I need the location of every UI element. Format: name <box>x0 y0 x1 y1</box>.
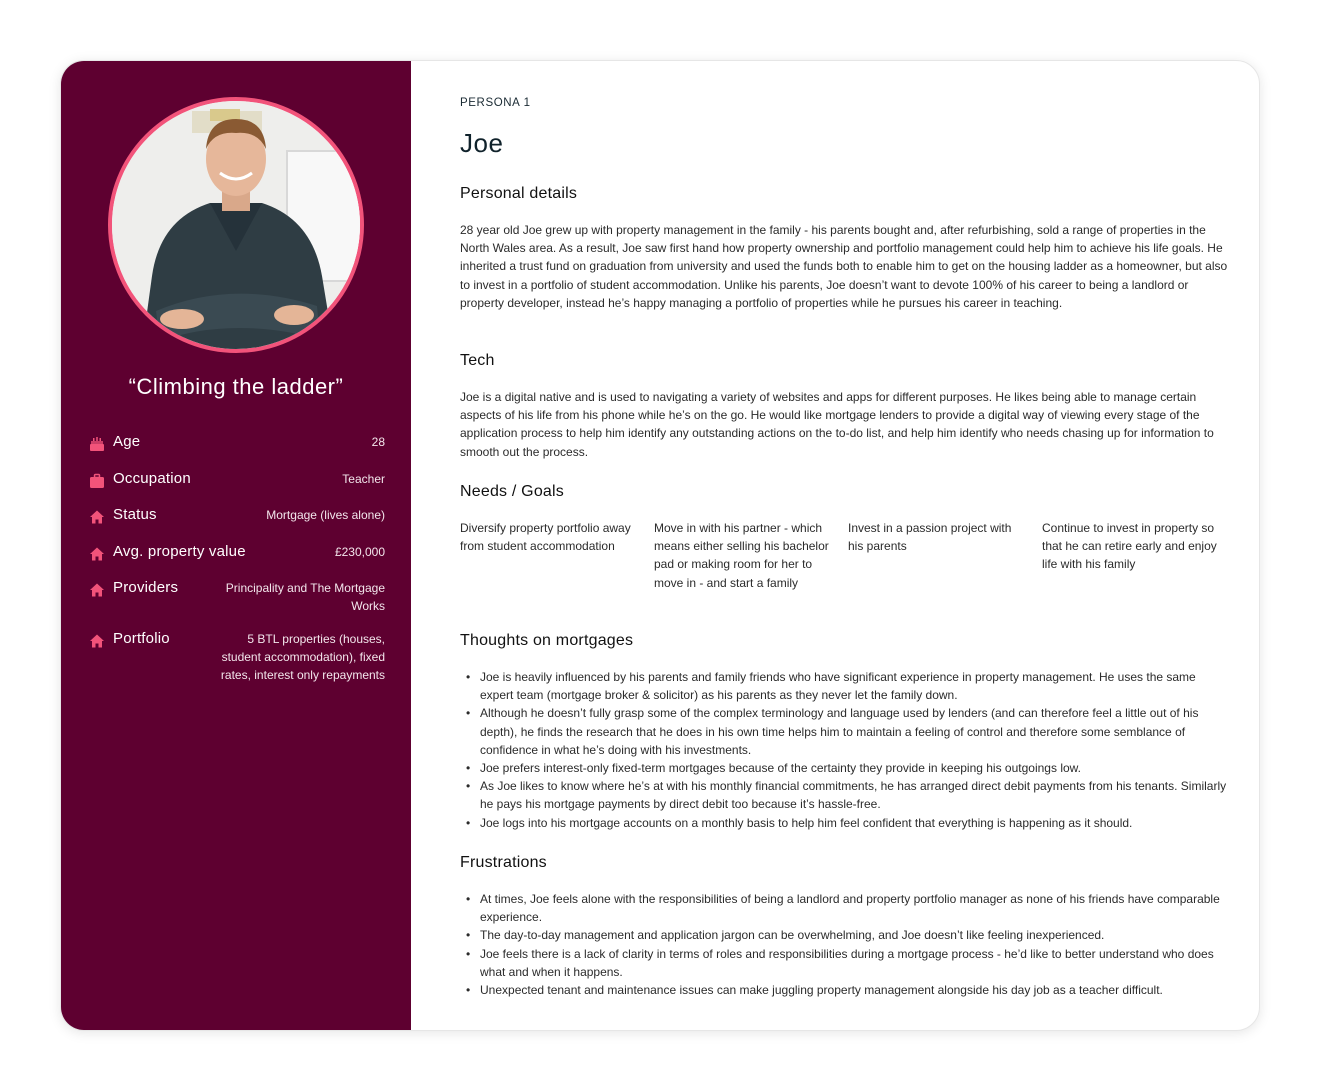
section-heading-tech: Tech <box>460 352 495 369</box>
attribute-value: £230,000 <box>334 545 385 559</box>
thoughts-list <box>460 668 1232 832</box>
briefcase-icon <box>89 473 105 489</box>
attribute-value: Principality and The Mortgage Works <box>225 581 385 613</box>
goal-item: Diversify property portfolio away from student accommodation <box>460 521 631 554</box>
attribute-label: Status <box>113 506 157 523</box>
home-icon <box>89 582 105 598</box>
persona-sidebar <box>61 61 411 1030</box>
list-item: • The day-to-day management and application jargon can be overwhelming, and Joe doesn’t like feeling inexperienced. <box>460 926 1232 944</box>
list-item: • Although he doesn’t fully grasp some of the complex terminology and language used by lenders (and can therefore feel a little out of his depth), he finds the research that he does in his own time helps him to maintain a feeling of control and therefore some semblance of confidence in what he’s doing with his investments. <box>460 704 1232 759</box>
cake-icon <box>89 436 105 452</box>
goals-grid <box>460 519 1240 611</box>
attribute-label: Portfolio <box>113 630 170 647</box>
goal-item: Invest in a passion project with his parents <box>848 521 1012 554</box>
attribute-label: Avg. property value <box>113 543 246 560</box>
attribute-value: 28 <box>371 435 385 449</box>
attribute-label: Age <box>113 433 141 450</box>
persona-card <box>60 60 1260 1031</box>
persona-quote: “Climbing the ladder” <box>128 374 344 399</box>
list-item: • At times, Joe feels alone with the responsibilities of being a landlord and property portfolio manager as none of his friends have comparable experience. <box>460 890 1232 926</box>
list-item: • Joe is heavily influenced by his parents and family friends who have significant experience in property management. He uses the same expert team (mortgage broker & solicitor) as his parents as they never let the family down. <box>460 668 1232 704</box>
home-icon <box>89 633 105 649</box>
attribute-label: Occupation <box>113 470 191 487</box>
persona-eyebrow: PERSONA 1 <box>460 97 531 109</box>
attribute-value: 5 BTL properties (houses, student accommodation), fixed rates, interest only repayments <box>220 632 385 682</box>
persona-content <box>460 61 1240 1030</box>
list-item: • Unexpected tenant and maintenance issues can make juggling property management alongside his day job as a teacher difficult. <box>460 981 1232 999</box>
goal-item: Continue to invest in property so that he can retire early and enjoy life with his family <box>1042 521 1217 572</box>
section-heading-thoughts: Thoughts on mortgages <box>460 632 634 649</box>
attribute-value: Mortgage (lives alone) <box>266 508 385 522</box>
section-heading-goals: Needs / Goals <box>460 483 564 500</box>
list-item: • Joe feels there is a lack of clarity in terms of roles and responsibilities during a mortgage process - he’d like to better understand who does what and when it happens. <box>460 945 1232 981</box>
attribute-value: Teacher <box>342 472 385 486</box>
personal-details-text: 28 year old Joe grew up with property management in the family - his parents bought and, after refurbishing, sold a range of properties in the North Wales area. As a result, Joe saw first hand how property ownership and portfolio management could help him to achieve his life goals. He inherited a trust fund on graduation from university and used the funds both to enable him to get on the housing ladder as a homeowner, but also to invest in a portfolio of student accommodation. Unlike his parents, Joe doesn’t want to devote 100% of his career to being a landlord or property developer, instead he’s happy managing a portfolio of properties while he pursues his career in teaching. <box>460 223 1228 310</box>
frustrations-list <box>460 890 1232 999</box>
attribute-label: Providers <box>113 579 179 596</box>
home-icon <box>89 546 105 562</box>
list-item: • Joe prefers interest-only fixed-term mortgages because of the certainty they provide in keeping his outgoings low. <box>460 759 1232 777</box>
section-heading-personal: Personal details <box>460 185 578 202</box>
list-item: • As Joe likes to know where he’s at with his monthly financial commitments, he has arranged direct debit payments from his tenants. Similarly he pays his mortgage payments by direct debit too because it’s hassle-free. <box>460 777 1232 813</box>
avatar <box>108 97 364 353</box>
portrait-photo <box>112 101 360 349</box>
tech-text: Joe is a digital native and is used to navigating a variety of websites and apps for different purposes. He likes being able to manage certain aspects of his life from his phone while he’s on the go. He would like mortgage lenders to provide a digital way of viewing every stage of the application process to help him identify any outstanding actions on the to-do list, and help him identify who needs chasing up for information to smooth out the process. <box>460 390 1214 459</box>
goal-item: Move in with his partner - which means either selling his bachelor pad or making room for her to move in - and start a family <box>654 521 829 590</box>
home-icon <box>89 509 105 525</box>
list-item: • Joe logs into his mortgage accounts on a monthly basis to help him feel confident that everything is happening as it should. <box>460 814 1232 832</box>
page-title: Joe <box>460 128 504 158</box>
section-heading-frustrations: Frustrations <box>460 854 547 871</box>
